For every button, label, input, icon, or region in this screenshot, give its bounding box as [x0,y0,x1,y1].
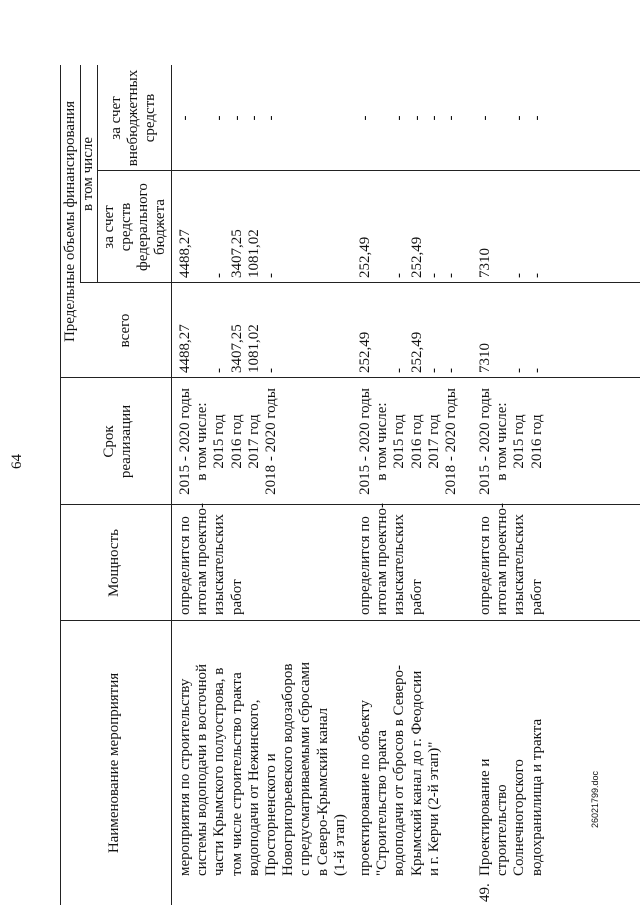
including-header-divider [97,65,98,283]
row2-extrabudget: - - - - - [357,115,460,121]
row1-power: определится по итогам проектно- изыскательских работ [177,503,245,615]
header-federal: за счет средств федерального бюджета [101,183,168,271]
table-top-border [60,65,61,905]
header-name: Наименование мероприятия [106,672,122,854]
row1-total: 4488,27 - 3407,25 1081,02 - [177,324,280,373]
col-divider-name-power [60,620,640,621]
row3-federal: 7310 - - [477,248,545,278]
col-divider-power-term [60,504,640,505]
row3-number: 49. [477,883,493,902]
header-power: Мощность [106,529,122,597]
col-divider-term-total [60,377,640,378]
row2-name: проектирование по объекту "Строительство тракта водоподачи от сбросов в Северо- Крымский канал до г. Феодосии и г. Керчи (2-й этап)" [357,664,442,876]
row2-power: определится по итогам проектно- изыскательских работ [357,503,425,615]
row2-total: 252,49 - 252,49 - - [357,331,460,373]
document-filename: 26021799.doc [590,770,600,828]
row3-total: 7310 - - [477,343,545,373]
header-including: в том числе [80,136,96,212]
row2-federal: 252,49 - 252,49 - - [357,236,460,278]
row1-term: 2015 - 2020 годы в том числе: 2015 год 2016 год 2017 год 2018 - 2020 годы [177,388,280,495]
header-bottom-border [171,65,172,905]
row1-extrabudget: - - - - - [177,115,280,121]
header-total: всего [117,313,133,348]
header-term: Срок реализации [101,404,134,479]
header-extrabudget: за счет внебюджетных средств [108,69,158,167]
row3-name: Проектирование и строительство Солнечногорского водохранилища и тракта [477,718,545,876]
page-number: 64 [9,454,25,469]
row3-term: 2015 - 2020 годы в том числе: 2015 год 2016 год [477,388,545,495]
row2-term: 2015 - 2020 годы в том числе: 2015 год 2016 год 2017 год 2018 - 2020 годы [357,388,460,495]
header-financing: Предельные объемы финансирования [62,100,78,343]
row1-federal: 4488,27 - 3407,25 1081,02 - [177,229,280,278]
row3-power: определится по итогам проектно- изыскательских работ [477,503,545,615]
row3-extrabudget: - - - [477,115,545,121]
row1-name: мероприятия по строительству системы водоподачи в восточной части Крымского полуострова, в том числе строительство тракта водоподачи от Нежинского, Просторненского и Новогригорьевского водозаборов с предусматриваемыми сбросами в Северо-Крымский канал (1-й этап) [177,661,348,876]
